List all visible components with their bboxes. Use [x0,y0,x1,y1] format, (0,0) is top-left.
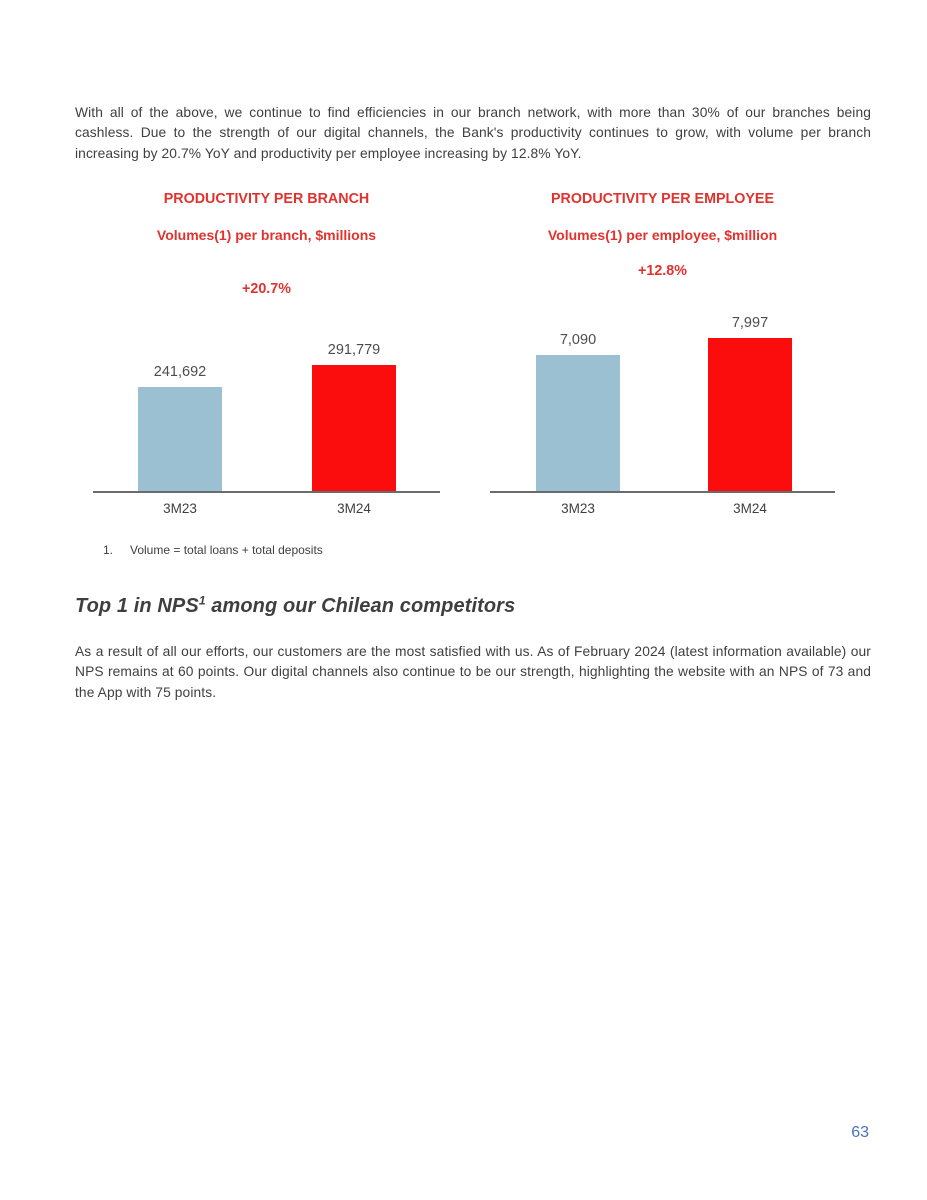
bar-group [536,332,620,491]
category-row [490,501,835,516]
bar-group [312,342,396,491]
section-heading-nps [75,595,515,618]
chart-title: PRODUCTIVITY PER BRANCH [163,191,370,207]
category-label: 3M23 [561,501,595,516]
chart-productivity-per-branch [93,185,440,525]
heading-suffix: among our Chilean competitors [205,595,516,617]
category-label: 3M23 [163,501,197,516]
category-label: 3M24 [337,501,371,516]
nps-paragraph: As a result of all our efforts, our customers are the most satisfied with us. As of February 2024 (latest information available) our NPS remains at 60 points. Our digital channels also continue to be our strength, highlighting the website with an NPS of 73 and the App with 75 points. [75,644,871,700]
footnote-marker: 1. [103,543,114,557]
footnote-text: Volume = total loans + total deposits [130,543,323,557]
bar-value-label: 241,692 [153,364,207,380]
footnote [103,543,323,557]
heading-superscript: 1 [198,593,206,608]
intro-paragraph: With all of the above, we continue to find efficiencies in our branch network, with more than 30% of our branches being cashless. Due to the strength of our digital channels, the Bank's productivity continues to grow, with volume per branch increasing by 20.7% YoY and productivity per employee increasing by 12.8% YoY. [75,105,871,161]
bar-value-label: 291,779 [327,342,381,358]
page-number: 63 [851,1124,869,1141]
bar-group [138,364,222,491]
chart-subtitle: Volumes(1) per branch, $millions [156,227,377,243]
chart-title: PRODUCTIVITY PER EMPLOYEE [551,191,774,207]
bar-3m24 [312,365,396,491]
bar-value-label: 7,090 [559,332,597,348]
growth-percentage: +20.7% [242,281,291,297]
category-row [93,501,440,516]
bar-value-label: 7,997 [731,315,769,331]
category-label: 3M24 [733,501,767,516]
bar-3m24 [708,338,792,491]
bar-group [708,315,792,491]
chart-subtitle: Volumes(1) per employee, $million [547,227,778,243]
plot-area [93,342,440,493]
plot-area [490,315,835,493]
chart-productivity-per-employee [490,185,835,525]
charts-section [93,185,835,525]
bar-3m23 [138,387,222,491]
heading-prefix: Top 1 in NPS [75,595,199,617]
growth-percentage: +12.8% [638,263,687,279]
bar-3m23 [536,355,620,491]
